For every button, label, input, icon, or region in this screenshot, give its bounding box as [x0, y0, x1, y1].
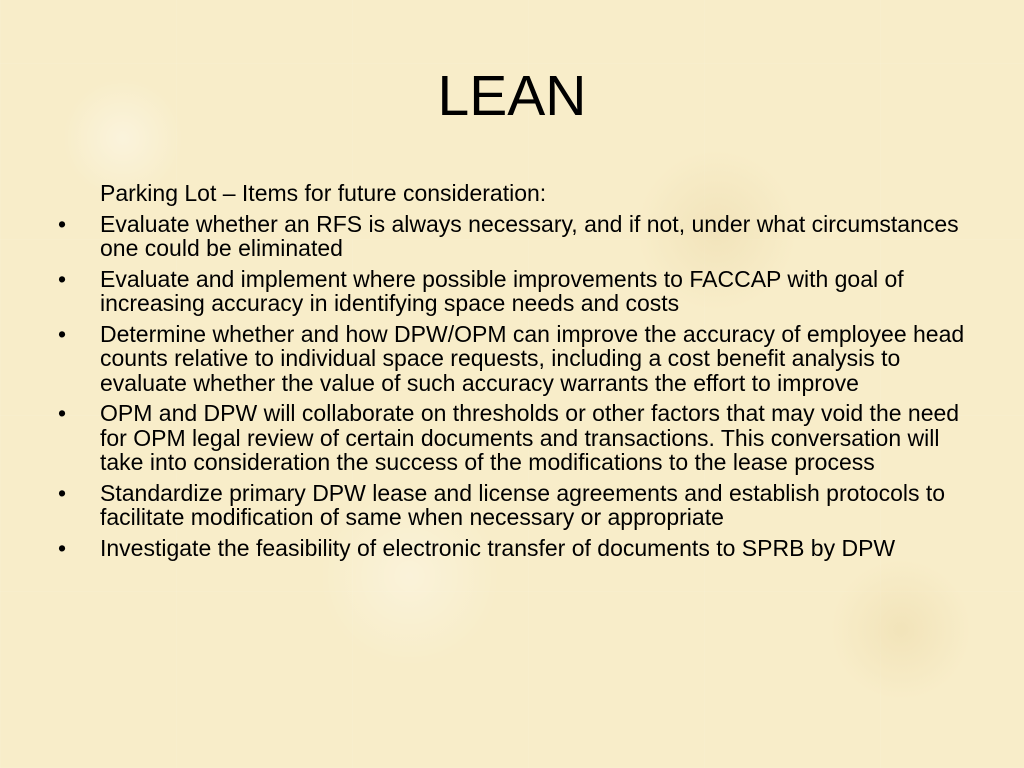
- intro-text: Parking Lot – Items for future consideration:: [100, 180, 547, 206]
- list-item-text: Investigate the feasibility of electronic transfer of documents to SPRB by DPW: [100, 534, 896, 561]
- list-item: [58, 481, 978, 530]
- list-item-text: OPM and DPW will collaborate on thresholds or other factors that may void the need for OPM legal review of certain documents and transactions. This conversation will take into consideration the success of the modifications to the lease process: [100, 400, 960, 475]
- slide-body: [58, 181, 978, 566]
- list-item: [58, 212, 978, 261]
- bullet-list: [58, 212, 978, 561]
- list-item-text: Determine whether and how DPW/OPM can improve the accuracy of employee head counts relative to individual space requests, including a cost benefit analysis to evaluate whether the value of such accuracy warrants the effort to improve: [100, 320, 965, 396]
- list-item-text: Evaluate and implement where possible improvements to FACCAP with goal of increasing accuracy in identifying space needs and costs: [100, 265, 904, 316]
- bullet-icon: •: [58, 265, 67, 292]
- list-item: [58, 536, 978, 561]
- bullet-icon: •: [58, 479, 67, 506]
- list-item: [58, 267, 978, 316]
- bullet-icon: •: [58, 210, 67, 237]
- bullet-icon: •: [58, 400, 67, 426]
- bullet-icon: •: [58, 534, 67, 561]
- bullet-icon: •: [58, 320, 67, 347]
- list-item: [58, 401, 978, 475]
- slide-title: LEAN: [437, 64, 587, 128]
- list-item: [58, 322, 978, 396]
- list-item-text: Evaluate whether an RFS is always necessary, and if not, under what circumstances one could be eliminated: [100, 210, 959, 261]
- list-item-text: Standardize primary DPW lease and license agreements and establish protocols to facilitate modification of same when necessary or appropriate: [100, 479, 946, 530]
